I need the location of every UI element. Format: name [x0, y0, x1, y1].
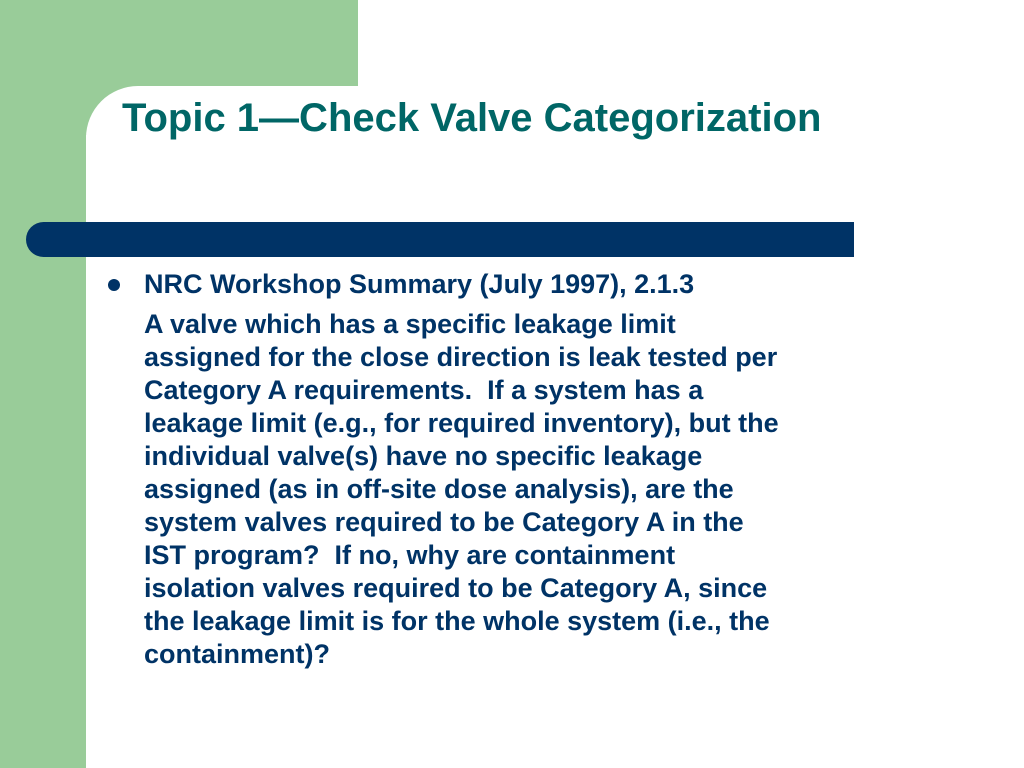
title-divider-bar: [26, 222, 854, 257]
body-text-line: leakage limit (e.g., for required inventory), but the: [144, 408, 779, 438]
bullet-heading: NRC Workshop Summary (July 1997), 2.1.3: [144, 269, 695, 299]
body-text-line: A valve which has a specific leakage limit: [144, 309, 676, 339]
bullet-dot-icon: [108, 279, 120, 291]
body-text-line: IST program? If no, why are containment: [144, 540, 676, 570]
body-text-line: assigned for the close direction is leak tested per: [144, 342, 778, 372]
body-text-line: the leakage limit is for the whole system (i.e., the: [144, 606, 770, 636]
body-text-line: Category A requirements. If a system has a: [144, 375, 704, 405]
bullet-body-text: [106, 308, 956, 671]
bullet-item: [106, 266, 956, 302]
body-text-line: individual valve(s) have no specific leakage: [144, 441, 703, 471]
body-text-line: system valves required to be Category A in the: [144, 507, 744, 537]
body-text-line: assigned (as in off-site dose analysis), are the: [144, 474, 734, 504]
green-accent-band-left: [0, 0, 86, 768]
slide-content: [106, 266, 956, 671]
body-text-line: isolation valves required to be Category A, since: [144, 573, 768, 603]
slide-title: Topic 1—Check Valve Categorization: [122, 96, 822, 140]
body-text-line: containment)?: [144, 639, 330, 669]
